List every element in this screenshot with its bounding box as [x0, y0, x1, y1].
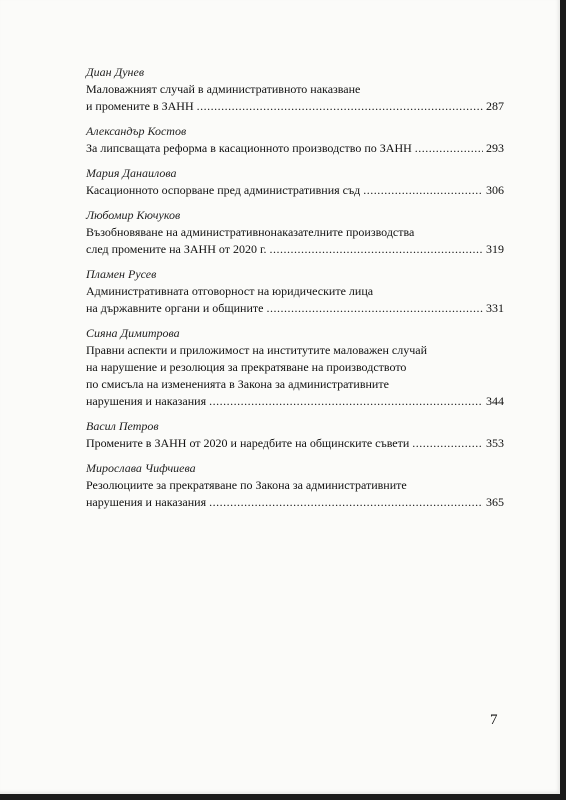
toc-title-line: нарушения и наказания [86, 394, 207, 408]
dot-leader [363, 182, 483, 199]
dot-leader [266, 300, 483, 317]
toc-page-number: 306 [486, 183, 504, 197]
toc-page-number: 287 [486, 99, 504, 113]
toc-page-number: 353 [486, 436, 504, 450]
toc-title-line: нарушения и наказания [86, 495, 207, 509]
toc-author: Сияна Димитрова [86, 326, 180, 340]
toc-author: Диан Дунев [86, 65, 145, 79]
toc-title-line: Правни аспекти и приложимост на институтите маловажен случай [86, 343, 428, 357]
toc-entry [86, 266, 504, 317]
toc-title-final-line [86, 241, 504, 258]
dot-leader [197, 98, 483, 115]
toc-title-final-line [86, 182, 504, 199]
toc-title-line: За липсващата реформа в касационното производство по ЗАНН [86, 141, 412, 155]
toc-author: Пламен Русев [86, 267, 157, 281]
toc-title-line: Резолюциите за прекратяване по Закона за административните [86, 478, 407, 492]
dot-leader [209, 494, 483, 511]
toc-entry [86, 418, 504, 452]
toc-page-number: 293 [486, 141, 504, 155]
toc-entry [86, 64, 504, 115]
toc-title-final-line [86, 98, 504, 115]
toc-title-final-line [86, 140, 504, 157]
toc-page-number: 319 [486, 242, 504, 256]
toc-title-line: Административната отговорност на юридическите лица [86, 284, 374, 298]
toc-author: Мария Данаилова [86, 166, 177, 180]
dot-leader [209, 393, 483, 410]
toc-entry [86, 460, 504, 511]
toc-title-line: Касационното оспорване пред административния съд [86, 183, 361, 197]
toc-title-line: Маловажният случай в административното наказване [86, 82, 361, 96]
dot-leader [415, 140, 483, 157]
toc-title-line: на нарушение и резолюция за прекратяване на производството [86, 360, 407, 374]
toc-title-line: Промените в ЗАНН от 2020 и наредбите на общинските съвети [86, 436, 410, 450]
toc-entry [86, 123, 504, 157]
toc-title-final-line [86, 300, 504, 317]
table-of-contents [86, 64, 504, 519]
dot-leader [270, 241, 483, 258]
toc-entry [86, 207, 504, 258]
toc-title-final-line [86, 494, 504, 511]
toc-page-number: 331 [486, 301, 504, 315]
toc-page-number: 365 [486, 495, 504, 509]
toc-page-number: 344 [486, 394, 504, 408]
toc-author: Любомир Кючуков [86, 208, 181, 222]
toc-title-line: на държавните органи и общините [86, 301, 264, 315]
toc-title-final-line [86, 435, 504, 452]
toc-title-final-line [86, 393, 504, 410]
dot-leader [412, 435, 483, 452]
toc-author: Мирослава Чифчиева [86, 461, 196, 475]
toc-title-line: и промените в ЗАНН [86, 99, 194, 113]
toc-title-line: след промените на ЗАНН от 2020 г. [86, 242, 267, 256]
toc-entry [86, 325, 504, 410]
toc-title-line: Възобновяване на административнонаказателните производства [86, 225, 415, 239]
page-number: 7 [490, 712, 498, 728]
toc-entry [86, 165, 504, 199]
toc-author: Васил Петров [86, 419, 159, 433]
toc-title-line: по смисъла на измененията в Закона за административните [86, 377, 389, 391]
toc-author: Александър Костов [86, 124, 187, 138]
